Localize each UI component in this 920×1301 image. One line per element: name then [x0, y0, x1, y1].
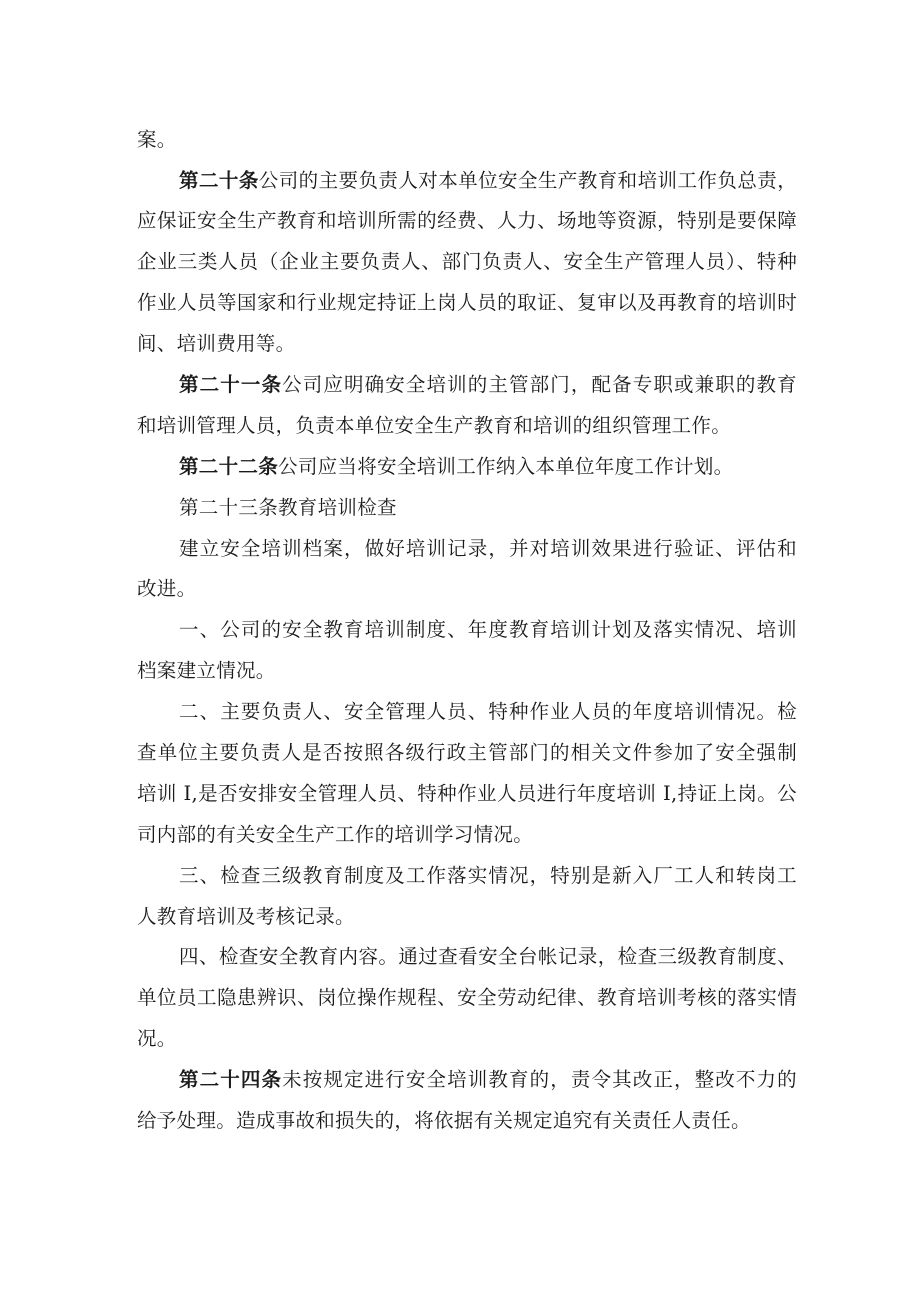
text-line: 培训 I,是否安排安全管理人员、特种作业人员进行年度培训 I,持证上岗。公 — [137, 782, 797, 805]
article-20-heading: 第二十条 — [179, 169, 259, 192]
text-line: 应保证安全生产教育和培训所需的经费、人力、场地等资源，特别是要保障 — [137, 209, 797, 232]
article-21-text: 公司应明确安全培训的主管部门，配备专职或兼职的教育 — [282, 373, 797, 396]
article-24-heading: 第二十四条 — [179, 1068, 283, 1091]
text-line: 案。 — [137, 128, 177, 151]
text-line: 查单位主要负责人是否按照各级行政主管部门的相关文件参加了安全强制 — [137, 741, 797, 764]
article-20-line-1 — [179, 168, 797, 194]
text-line: 建立安全培训档案，做好培训记录，并对培训效果进行验证、评估和 — [179, 537, 797, 560]
text-line: 司内部的有关安全生产工作的培训学习情况。 — [137, 823, 534, 846]
text-line: 作业人员等国家和行业规定持证上岗人员的取证、复审以及再教育的培训时 — [137, 291, 797, 314]
list-item-1-line-1: 一、公司的安全教育培训制度、年度教育培训计划及落实情况、培训 — [179, 618, 797, 641]
list-item-2-line-1: 二、主要负责人、安全管理人员、特种作业人员的年度培训情况。检 — [179, 700, 797, 723]
text-line: 单位员工隐患辨识、岗位操作规程、安全劳动纪律、教育培训考核的落实情 — [137, 986, 797, 1009]
text-line: 间、培训费用等。 — [137, 332, 296, 355]
article-22-line-1 — [179, 454, 797, 480]
article-24-text: 未按规定进行安全培训教育的，责令其改正，整改不力的 — [282, 1068, 797, 1091]
article-22-heading: 第二十二条 — [179, 455, 279, 478]
text-line: 况。 — [137, 1027, 177, 1050]
text-line: 改进。 — [137, 577, 197, 600]
article-24-line-1 — [179, 1067, 797, 1093]
text-line: 给予处理。造成事故和损失的，将依据有关规定追究有关责任人责任。 — [137, 1109, 751, 1132]
article-20-text: 公司的主要负责人对本单位安全生产教育和培训工作负总责， — [258, 169, 797, 192]
article-21-heading: 第二十一条 — [179, 373, 283, 396]
article-21-line-1 — [179, 372, 797, 398]
article-22-text: 公司应当将安全培训工作纳入本单位年度工作计划。 — [278, 455, 734, 478]
text-line: 档案建立情况。 — [137, 659, 276, 682]
list-item-4-line-1: 四、检查安全教育内容。通过查看安全台帐记录，检查三级教育制度、 — [179, 945, 797, 968]
list-item-3-line-1: 三、检查三级教育制度及工作落实情况，特别是新入厂工人和转岗工 — [179, 864, 797, 887]
text-line: 人教育培训及考核记录。 — [137, 905, 355, 928]
article-23-title: 第二十三条教育培训检查 — [179, 496, 397, 519]
text-line: 企业三类人员（企业主要负责人、部门负责人、安全生产管理人员）、特种 — [137, 250, 797, 273]
text-line: 和培训管理人员，负责本单位安全生产教育和培训的组织管理工作。 — [137, 414, 732, 437]
